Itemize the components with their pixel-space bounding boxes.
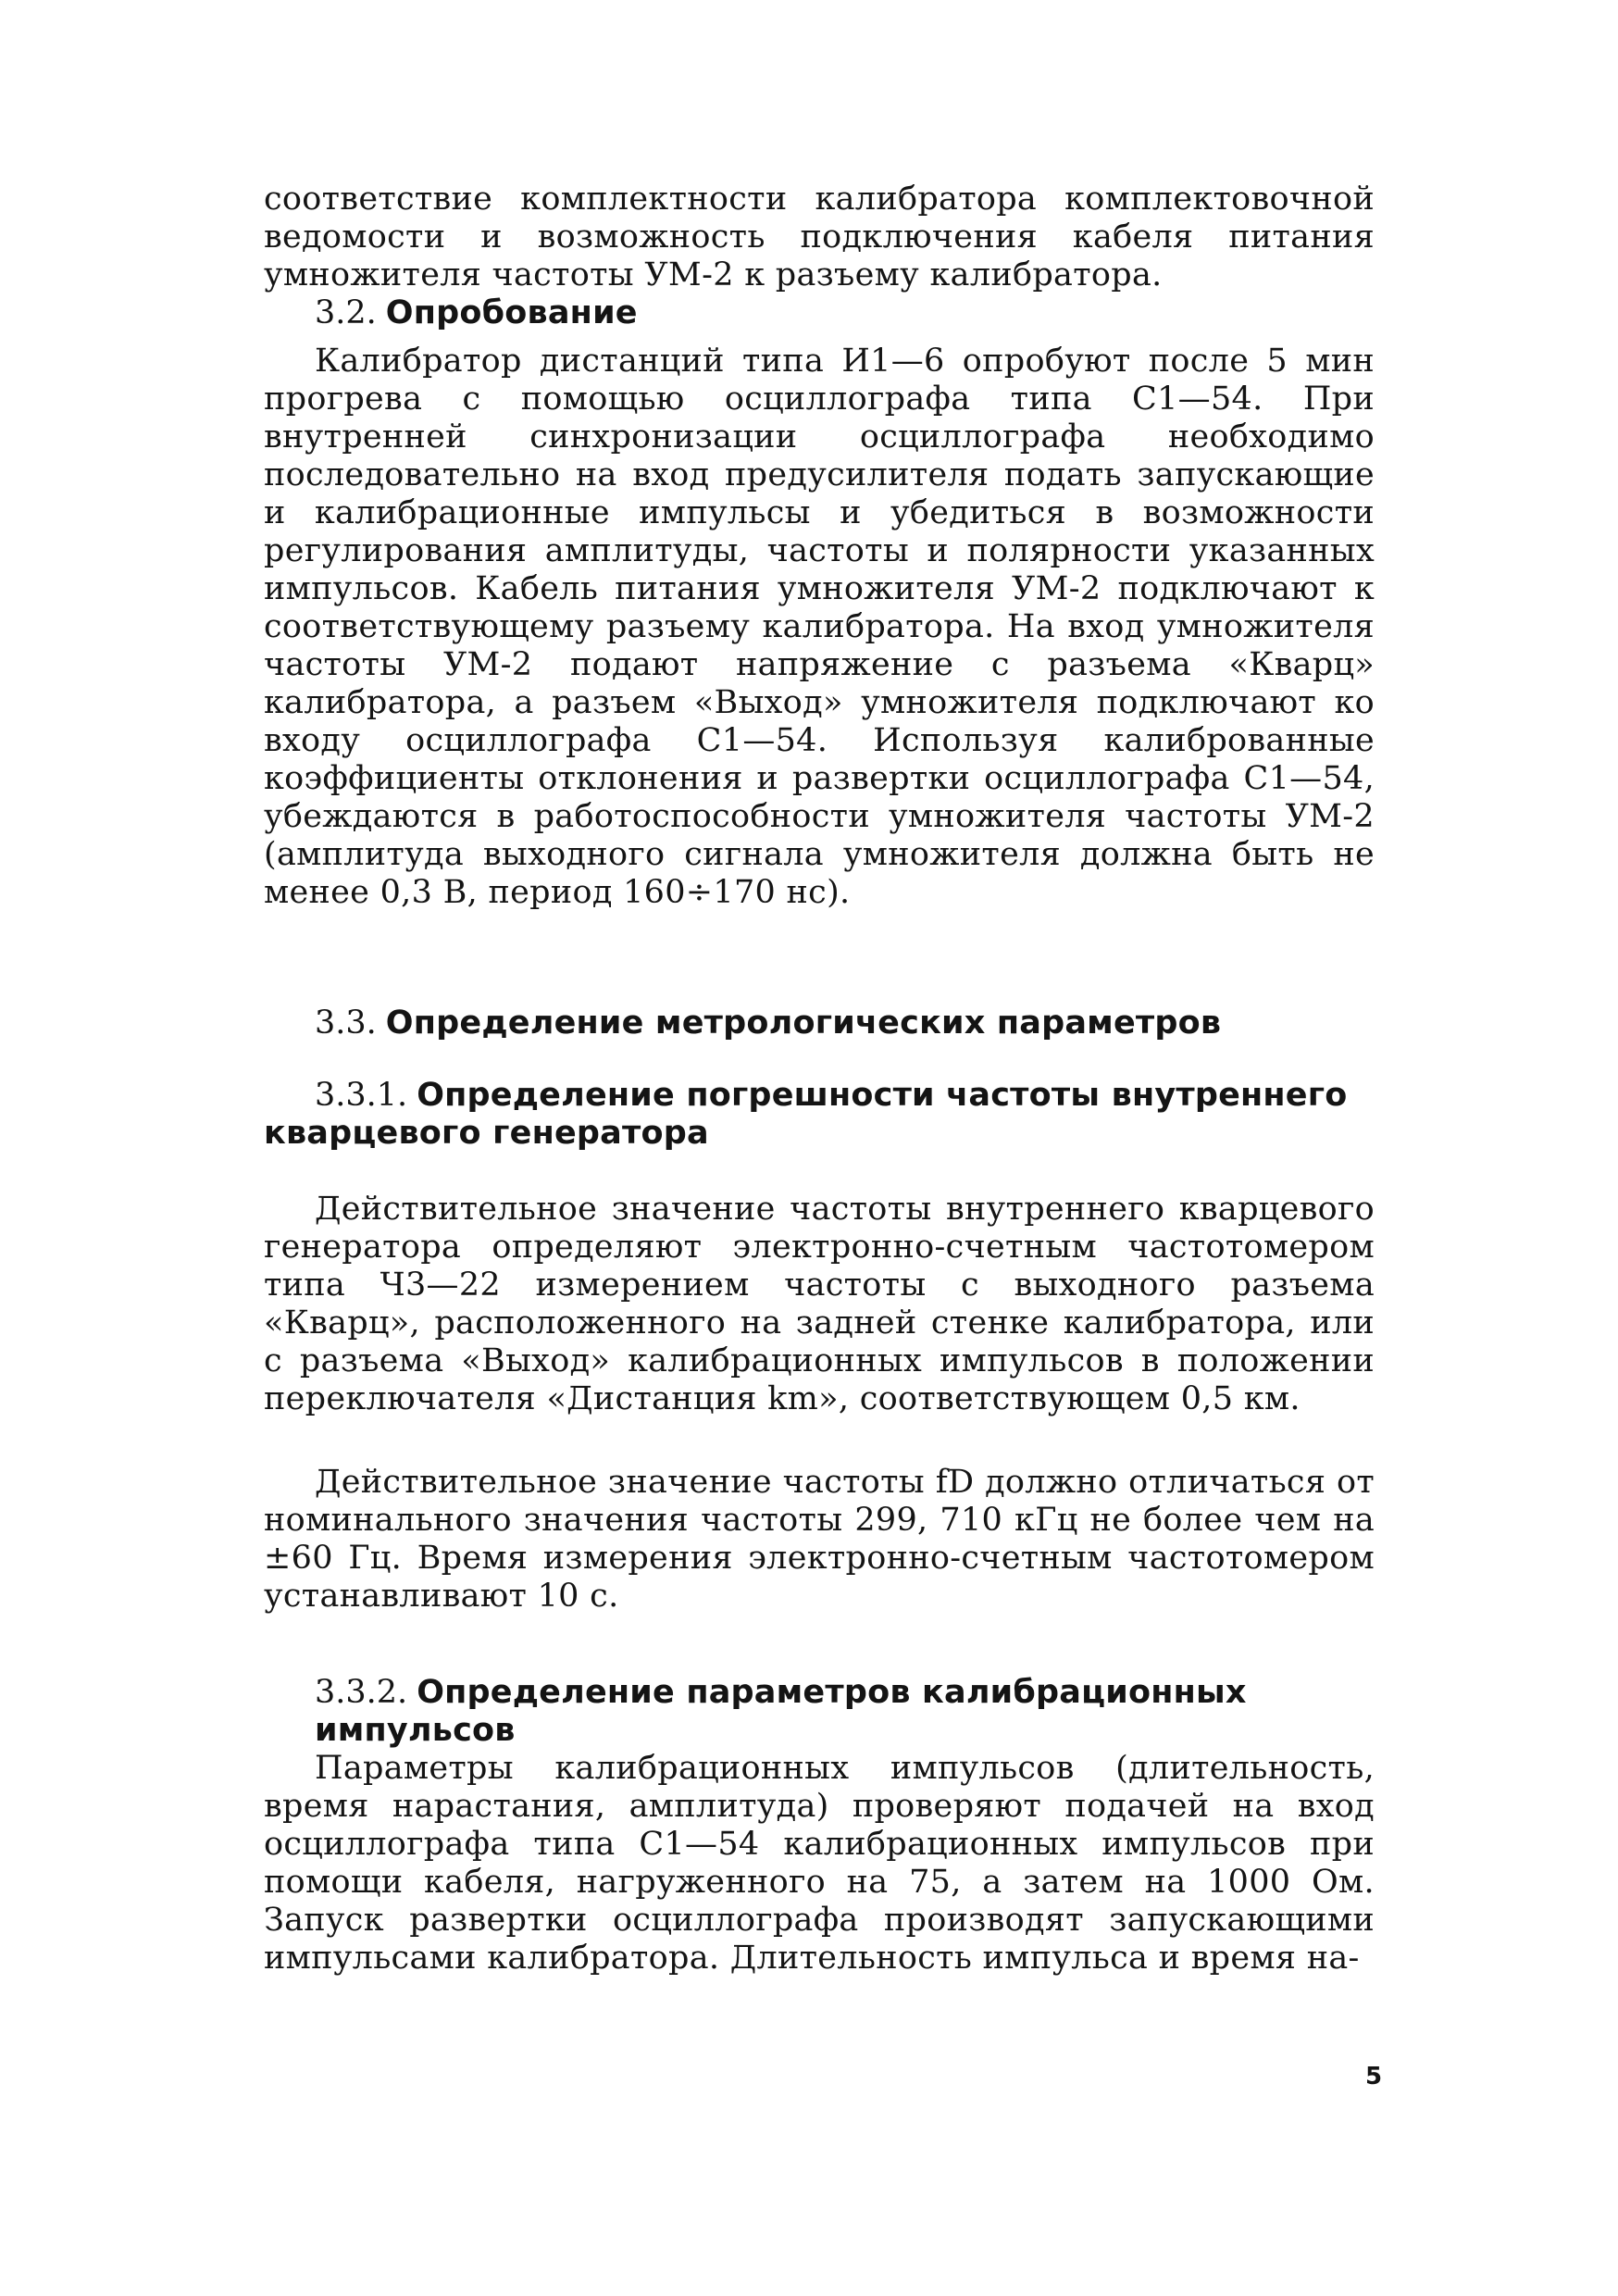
- section-heading-3-3-2: [315, 1674, 1375, 1750]
- section-title: Определение погрешности частоты внутреннего кварцевого генератора: [264, 1077, 1348, 1152]
- paragraph-frequency-measurement: Действительное значение частоты внутреннего кварцевого генератора определяют электронно-счетным частотомером типа Ч3—22 измерением частоты с выходного разъема «Кварц», расположенного на задней стенке калибратора, или с разъема «Выход» калибрационных импульсов в положении переключателя «Дистанция km», соответствующем 0,5 км.: [264, 1191, 1375, 1417]
- section-number: 3.3.2.: [315, 1674, 408, 1711]
- section-number: 3.3.1.: [315, 1077, 408, 1114]
- paragraph-pulse-parameters: Параметры калибрационных импульсов (длительность, время нарастания, амплитуда) проверяют подачей на вход осциллографа типа С1—54 калибрационных импульсов при помощи кабеля, нагруженного на 75, а затем на 1000 Ом. Запуск развертки осциллографа производят запускающими импульсами калибратора. Длительность импульса и время на-: [264, 1750, 1375, 1977]
- paragraph-continuation: соответствие комплектности калибратора комплектовочной ведомости и возможность подключения кабеля питания умножителя частоты УМ-2 к разъему калибратора.: [264, 181, 1375, 293]
- section-title: Определение метрологических параметров: [385, 1004, 1222, 1042]
- section-title: Определение параметров калибрационных импульсов: [315, 1674, 1247, 1749]
- section-heading-3-3-1: [264, 1077, 1375, 1153]
- section-number: 3.3.: [315, 1004, 377, 1042]
- section-title: Опробование: [385, 294, 638, 331]
- page-number: 5: [1365, 2063, 1383, 2090]
- section-number: 3.2.: [315, 294, 377, 331]
- section-heading-3-2: [315, 294, 1375, 332]
- section-heading-3-3: [315, 1004, 1375, 1042]
- paragraph-frequency-tolerance: Действительное значение частоты fD должно отличаться от номинального значения частоты 299, 710 кГц не более чем на ±60 Гц. Время измерения электронно-счетным частотомером устанавливают 10 с.: [264, 1464, 1375, 1615]
- paragraph-testing: Калибратор дистанций типа И1—6 опробуют после 5 мин прогрева с помощью осциллографа типа С1—54. При внутренней синхронизации осциллографа необходимо последовательно на вход предусилителя подать запускающие и калибрационные импульсы и убедиться в возможности регулирования амплитуды, частоты и полярности указанных импульсов. Кабель питания умножителя УМ-2 подключают к соответствующему разъему калибратора. На вход умножителя частоты УМ-2 подают напряжение с разъема «Кварц» калибратора, а разъем «Выход» умножителя подключают ко входу осциллографа С1—54. Используя калиброванные коэффициенты отклонения и развертки осциллографа С1—54, убеждаются в работоспособности умножителя частоты УМ-2 (амплитуда выходного сигнала умножителя должна быть не менее 0,3 В, период 160÷170 нс).: [264, 343, 1375, 911]
